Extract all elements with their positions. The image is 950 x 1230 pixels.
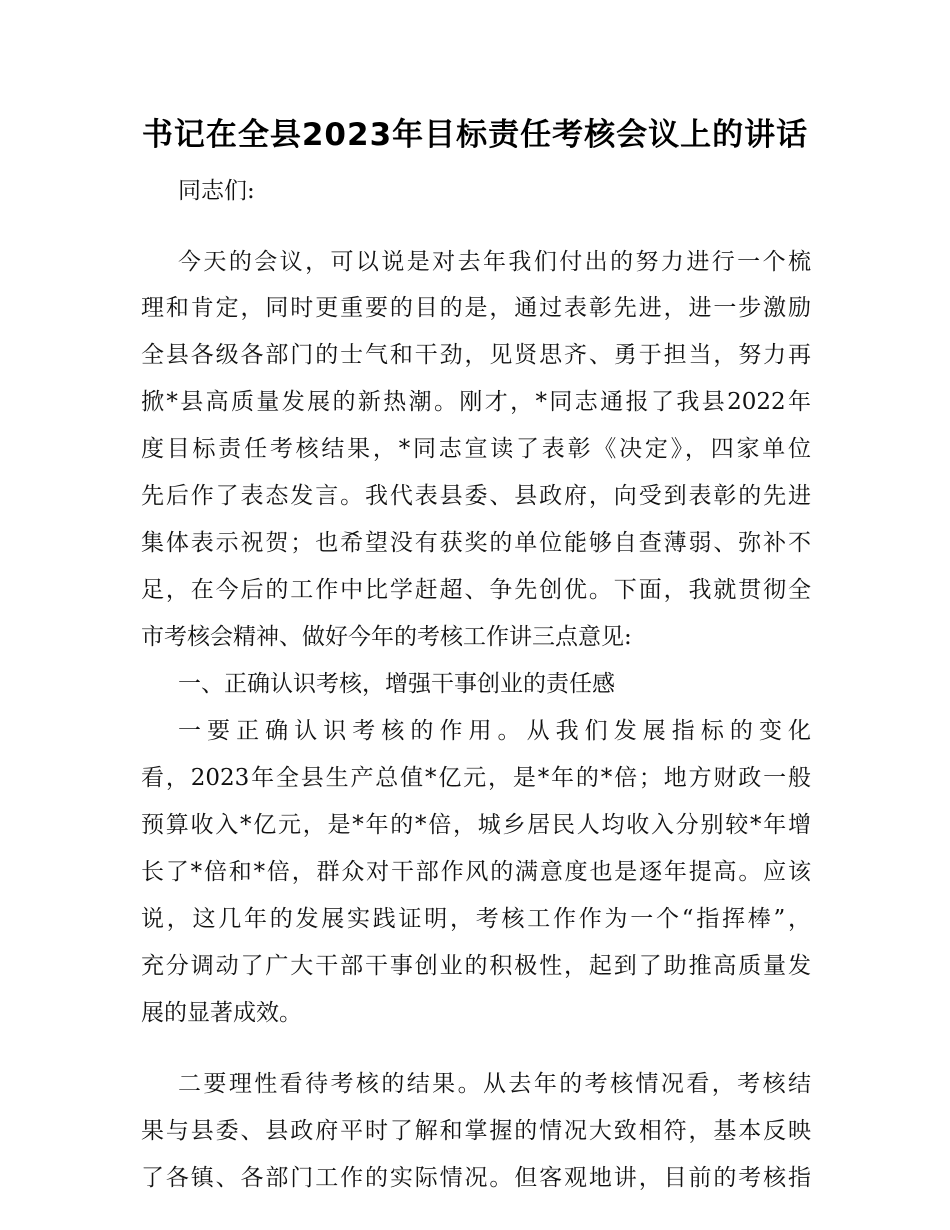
salutation: 同志们: xyxy=(178,178,255,204)
paragraph-line: 今天的会议，可以说是对去年我们付出的努力进行一个梳 xyxy=(178,249,811,275)
paragraph-line: 足，在今后的工作中比学赶超、争先创优。下面，我就贯彻全 xyxy=(141,577,811,603)
paragraph-line: 看，2023年全县生产总值*亿元，是*年的*倍；地方财政一般 xyxy=(141,765,811,791)
paragraph-line: 度目标责任考核结果，*同志宣读了表彰《决定》，四家单位 xyxy=(141,436,811,462)
paragraph-line: 二要理性看待考核的结果。从去年的考核情况看，考核结 xyxy=(178,1071,811,1097)
paragraph-line: 先后作了表态发言。我代表县委、县政府，向受到表彰的先进 xyxy=(141,483,811,509)
paragraph-line: 长了*倍和*倍，群众对干部作风的满意度也是逐年提高。应该 xyxy=(141,859,811,885)
paragraph-line: 全县各级各部门的士气和干劲，见贤思齐、勇于担当，努力再 xyxy=(141,342,811,368)
paragraph-line: 了各镇、各部门工作的实际情况。但客观地讲，目前的考核指 xyxy=(141,1165,811,1191)
document-title: 书记在全县2023年目标责任考核会议上的讲话 xyxy=(141,117,809,153)
paragraph-line: 市考核会精神、做好今年的考核工作讲三点意见: xyxy=(141,624,632,650)
paragraph-line: 预算收入*亿元，是*年的*倍，城乡居民人均收入分别较*年增 xyxy=(141,812,811,838)
paragraph-line: 果与县委、县政府平时了解和掌握的情况大致相符，基本反映 xyxy=(141,1118,811,1144)
section-heading: 一、正确认识考核，增强干事创业的责任感 xyxy=(178,671,615,697)
paragraph-line: 集体表示祝贺；也希望没有获奖的单位能够自查薄弱、弥补不 xyxy=(141,530,811,556)
paragraph-line: 说，这几年的发展实践证明，考核工作作为一个“指挥棒”， xyxy=(141,906,811,932)
paragraph-line: 展的显著成效。 xyxy=(141,1000,302,1026)
paragraph-line: 理和肯定，同时更重要的目的是，通过表彰先进，进一步激励 xyxy=(141,295,811,321)
paragraph-line: 掀*县高质量发展的新热潮。刚才，*同志通报了我县2022年 xyxy=(141,389,811,415)
paragraph-line: 充分调动了广大干部干事创业的积极性，起到了助推高质量发 xyxy=(141,953,811,979)
paragraph-line: 一要正确认识考核的作用。从我们发展指标的变化 xyxy=(178,718,811,744)
